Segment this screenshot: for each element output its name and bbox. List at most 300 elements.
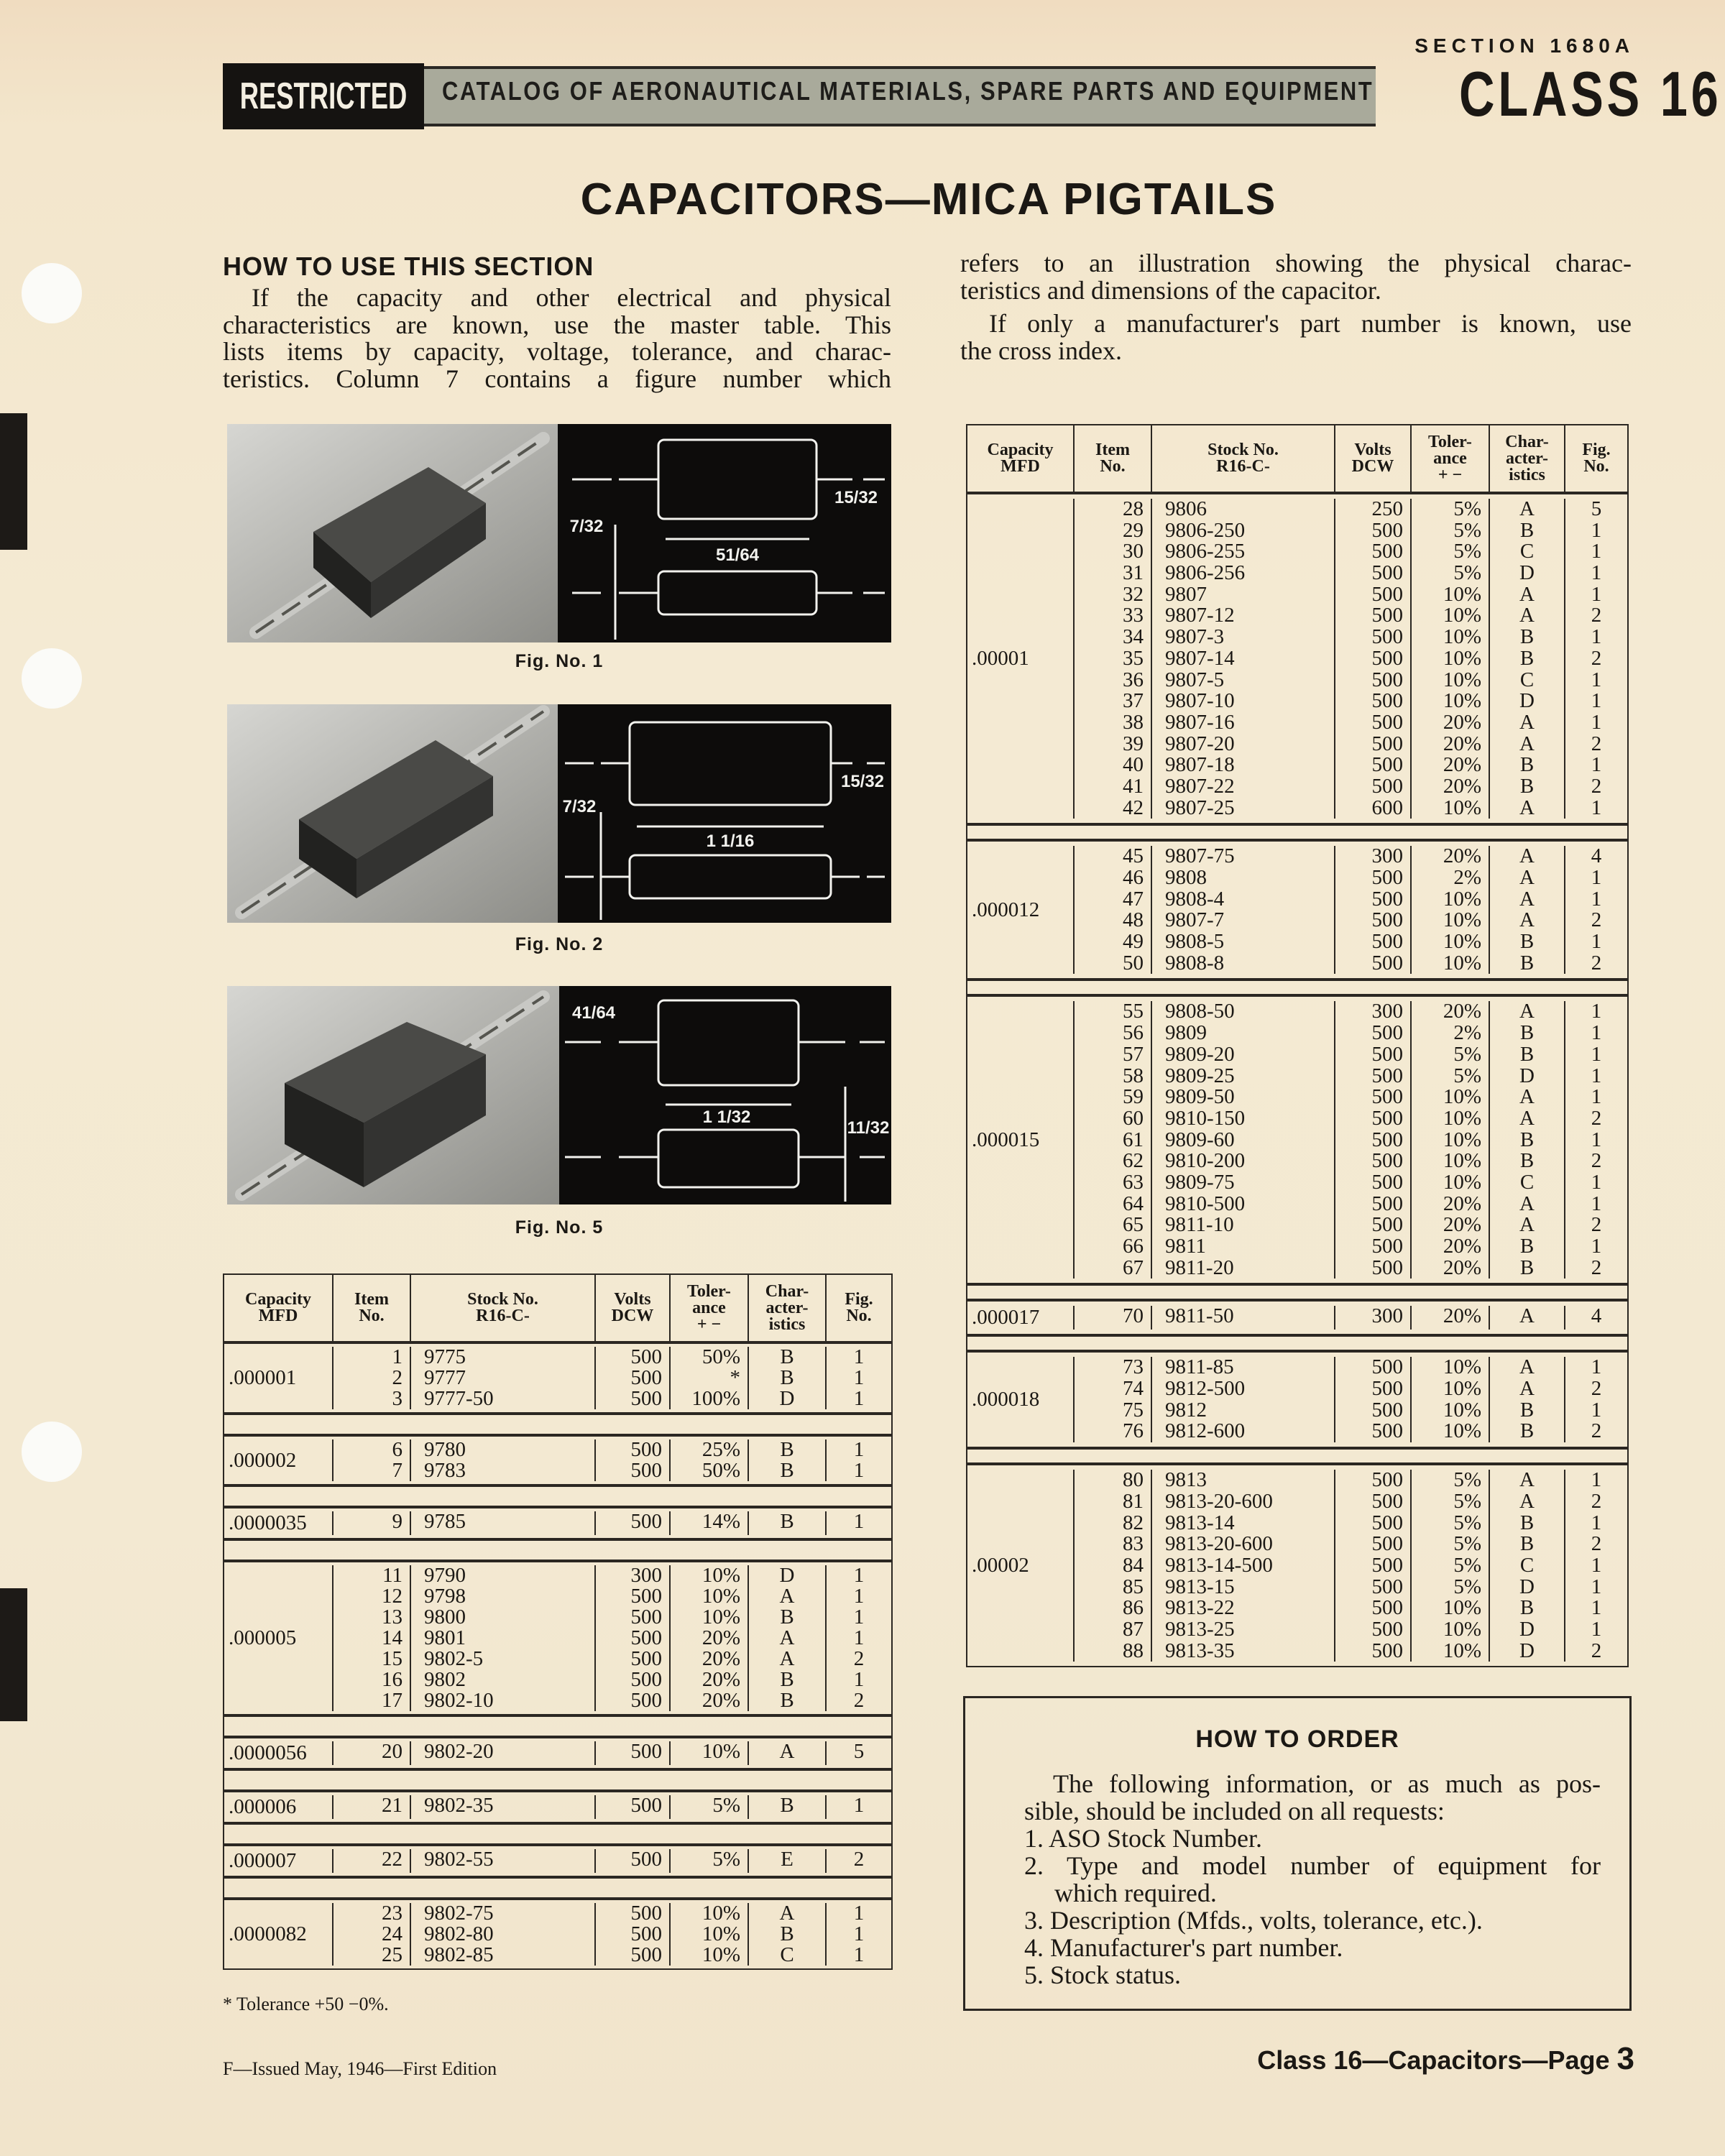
table-cell: 20% bbox=[1443, 1000, 1481, 1023]
table-column bbox=[748, 1741, 825, 1765]
column-header-line: Capacity bbox=[987, 441, 1054, 459]
column-header-line: Volts bbox=[1354, 441, 1392, 459]
table-column bbox=[332, 1849, 410, 1873]
capacity-value: .000005 bbox=[229, 1626, 297, 1649]
table-cell: B bbox=[1519, 1419, 1535, 1443]
figure-caption: Fig. No. 1 bbox=[515, 651, 604, 671]
table-column bbox=[594, 1511, 669, 1535]
table-cell: 35 bbox=[1123, 646, 1144, 670]
table-cell: 500 bbox=[1371, 1575, 1403, 1598]
table-cell: 36 bbox=[1123, 668, 1144, 691]
table-cell: 500 bbox=[630, 1943, 662, 1966]
table-column bbox=[825, 1439, 891, 1481]
table-cell: 500 bbox=[1371, 1085, 1403, 1109]
figure-2 bbox=[227, 704, 891, 923]
page-title: CAPACITORS—MICA PIGTAILS bbox=[580, 175, 1277, 224]
column-header bbox=[669, 1275, 748, 1341]
table-column bbox=[1151, 1470, 1334, 1662]
table-cell: 1 bbox=[1591, 1042, 1602, 1066]
table-cell: A bbox=[1519, 732, 1535, 755]
column-header-label bbox=[1428, 434, 1472, 484]
table-cell: 20% bbox=[1443, 753, 1481, 777]
table-cell: D bbox=[1519, 1064, 1535, 1087]
table-cell: 9812-500 bbox=[1165, 1377, 1246, 1401]
table-cell: 9807-10 bbox=[1165, 689, 1235, 713]
table-cell: 9806-255 bbox=[1165, 540, 1246, 563]
table-cell: 1 bbox=[1591, 1468, 1602, 1492]
table-cell: 1 bbox=[853, 1943, 865, 1966]
capacity-group bbox=[224, 1843, 891, 1879]
table-cell: 500 bbox=[1371, 866, 1403, 889]
list-item: 1. ASO Stock Number. bbox=[1024, 1824, 1263, 1853]
table-cell: 20% bbox=[1443, 710, 1481, 734]
table-cell: 63 bbox=[1123, 1170, 1144, 1194]
column-header-line: No. bbox=[846, 1307, 872, 1325]
table-cell: 1 bbox=[1591, 1128, 1602, 1151]
table-cell: 10% bbox=[1443, 1149, 1481, 1173]
dimension-drawing bbox=[558, 424, 891, 642]
table-cell: 1 bbox=[1591, 1355, 1602, 1379]
table-column bbox=[748, 1565, 825, 1711]
table-header bbox=[224, 1275, 891, 1344]
table-cell: 500 bbox=[1371, 1553, 1403, 1577]
table-cell: 1 bbox=[1591, 1235, 1602, 1258]
table-cell: 2 bbox=[853, 1689, 865, 1712]
table-cell: 10% bbox=[702, 1564, 740, 1587]
table-column bbox=[1410, 1470, 1489, 1662]
table-cell: 1 bbox=[1591, 710, 1602, 734]
table-cell: 500 bbox=[1371, 625, 1403, 649]
capacity-value: .000012 bbox=[972, 898, 1040, 921]
table-column bbox=[332, 1741, 410, 1765]
table-cell: 500 bbox=[630, 1438, 662, 1461]
table-cell: D bbox=[1519, 1575, 1535, 1598]
table-cell: 1 bbox=[1591, 1553, 1602, 1577]
table-cell: 500 bbox=[1371, 1064, 1403, 1087]
table-column bbox=[1073, 1306, 1151, 1330]
table-cell: 9813-25 bbox=[1165, 1617, 1235, 1641]
table-cell: 70 bbox=[1123, 1304, 1144, 1328]
table-column bbox=[825, 1795, 891, 1819]
table-cell: 9807-75 bbox=[1165, 844, 1235, 868]
table-cell: 58 bbox=[1123, 1064, 1144, 1087]
table-column bbox=[332, 1511, 410, 1535]
table-cell: 1 bbox=[853, 1794, 865, 1817]
table-cell: 5% bbox=[1453, 497, 1481, 520]
table-column bbox=[825, 1903, 891, 1966]
table-cell: 10% bbox=[1443, 887, 1481, 911]
table-cell: 1 bbox=[1591, 1596, 1602, 1620]
table-cell: 250 bbox=[1371, 497, 1403, 520]
table-cell: 1 bbox=[1591, 1398, 1602, 1422]
table-column bbox=[825, 1565, 891, 1711]
table-cell: 9777-50 bbox=[424, 1387, 494, 1410]
table-cell: C bbox=[1519, 668, 1535, 691]
table-cell: B bbox=[780, 1510, 794, 1533]
table-cell: B bbox=[1519, 1256, 1535, 1279]
table-cell: 1 bbox=[853, 1438, 865, 1461]
table-cell: 10% bbox=[1443, 625, 1481, 649]
column-header-label bbox=[354, 1291, 389, 1325]
table-cell: 500 bbox=[630, 1626, 662, 1649]
table-cell: 2 bbox=[853, 1647, 865, 1670]
table-cell: 500 bbox=[630, 1740, 662, 1763]
table-cell: 9807-3 bbox=[1165, 625, 1225, 649]
catalog-title: CATALOG OF AERONAUTICAL MATERIALS, SPARE PARTS AND EQUIPMENT bbox=[442, 76, 1374, 106]
table-column bbox=[1489, 1306, 1564, 1330]
column-header-label bbox=[1208, 442, 1279, 475]
table-cell: 1 bbox=[853, 1902, 865, 1925]
page-number: 3 bbox=[1616, 2041, 1634, 2076]
table-cell: 37 bbox=[1123, 689, 1144, 713]
table-cell: 1 bbox=[1591, 796, 1602, 819]
table-cell: 9809 bbox=[1165, 1021, 1207, 1045]
table-cell: 38 bbox=[1123, 710, 1144, 734]
table-cell: 5% bbox=[1453, 518, 1481, 542]
table-cell: 49 bbox=[1123, 930, 1144, 954]
class-number: CLASS 16 bbox=[1458, 58, 1722, 129]
table-cell: 500 bbox=[1371, 1468, 1403, 1492]
capacity-value: .000017 bbox=[972, 1306, 1040, 1330]
table-cell: D bbox=[1519, 561, 1535, 585]
section-number: SECTION 1680A bbox=[1414, 34, 1634, 57]
table-cell: 20% bbox=[1443, 732, 1481, 755]
column-header-line: DCW bbox=[611, 1307, 654, 1325]
table-cell: 9802-55 bbox=[424, 1848, 494, 1871]
table-cell: 1 bbox=[1591, 1192, 1602, 1215]
capacity-group bbox=[224, 1897, 891, 1968]
table-column bbox=[1334, 1470, 1410, 1662]
table-cell: 1 bbox=[853, 1387, 865, 1410]
how-to-order-text bbox=[1024, 1770, 1601, 1989]
table-cell: 1 bbox=[853, 1366, 865, 1389]
table-cell: 500 bbox=[630, 1794, 662, 1817]
column-header-label bbox=[1582, 442, 1610, 475]
column-header-line: Volts bbox=[614, 1290, 651, 1309]
table-cell: 20% bbox=[702, 1668, 740, 1691]
table-column bbox=[332, 1795, 410, 1819]
table-cell: 9810-500 bbox=[1165, 1192, 1246, 1215]
capacity-group bbox=[967, 1462, 1627, 1666]
text-line: teristics and dimensions of the capacitor. bbox=[960, 275, 1381, 305]
column-header-line: acter- bbox=[765, 1298, 809, 1317]
master-table-right bbox=[966, 424, 1629, 1667]
table-cell: 500 bbox=[1371, 1355, 1403, 1379]
table-cell: A bbox=[779, 1585, 795, 1608]
table-cell: 500 bbox=[1371, 1377, 1403, 1401]
table-cell: 20% bbox=[1443, 1235, 1481, 1258]
table-cell: 4 bbox=[1591, 1304, 1602, 1328]
table-cell: 10% bbox=[1443, 689, 1481, 713]
table-cell: 76 bbox=[1123, 1419, 1144, 1443]
table-cell: 2 bbox=[1591, 1639, 1602, 1662]
table-cell: 9802-5 bbox=[424, 1647, 484, 1670]
table-cell: 1 bbox=[1591, 668, 1602, 691]
table-column bbox=[1564, 1001, 1627, 1279]
table-cell: 500 bbox=[1371, 1532, 1403, 1556]
text-line: If only a manufacturer's part number is known, use bbox=[989, 309, 1632, 338]
table-column bbox=[1564, 499, 1627, 819]
table-cell: 65 bbox=[1123, 1213, 1144, 1237]
text-line: teristics. Column 7 contains a figure number which bbox=[223, 364, 891, 393]
table-cell: 5% bbox=[1453, 1511, 1481, 1534]
column-header-line: R16-C- bbox=[476, 1307, 530, 1325]
table-cell: 2 bbox=[1591, 1106, 1602, 1130]
column-header bbox=[332, 1275, 410, 1341]
table-cell: 1 bbox=[853, 1510, 865, 1533]
table-cell: 500 bbox=[630, 1848, 662, 1871]
table-cell: 10% bbox=[702, 1740, 740, 1763]
table-cell: 500 bbox=[630, 1459, 662, 1482]
table-column bbox=[748, 1511, 825, 1535]
column-header-line: istics bbox=[1509, 465, 1545, 484]
table-cell: A bbox=[1519, 1377, 1535, 1401]
table-column bbox=[410, 1511, 594, 1535]
table-cell: 1 bbox=[1591, 1575, 1602, 1598]
table-cell: 87 bbox=[1123, 1617, 1144, 1641]
punch-hole bbox=[22, 648, 82, 709]
table-column bbox=[748, 1795, 825, 1819]
capacity-group bbox=[224, 1344, 891, 1415]
table-cell: B bbox=[1519, 1596, 1535, 1620]
table-cell: 500 bbox=[630, 1647, 662, 1670]
table-cell: 22 bbox=[382, 1848, 402, 1871]
column-header-line: Fig. bbox=[845, 1290, 873, 1309]
table-cell: 14% bbox=[702, 1510, 740, 1533]
table-cell: 9807-16 bbox=[1165, 710, 1235, 734]
table-column bbox=[669, 1795, 748, 1819]
table-cell: B bbox=[1519, 1042, 1535, 1066]
table-cell: 2 bbox=[392, 1366, 402, 1389]
table-cell: D bbox=[1519, 1639, 1535, 1662]
table-cell: 10% bbox=[1443, 951, 1481, 975]
table-column bbox=[594, 1903, 669, 1966]
column-header bbox=[1151, 425, 1334, 492]
table-column bbox=[1410, 846, 1489, 974]
dimension-label: 7/32 bbox=[562, 797, 597, 816]
table-column bbox=[1410, 1306, 1489, 1330]
table-cell: 2 bbox=[1591, 604, 1602, 627]
table-cell: 81 bbox=[1123, 1489, 1144, 1513]
column-header-label bbox=[245, 1291, 311, 1325]
column-header-label bbox=[988, 442, 1054, 475]
table-cell: 500 bbox=[1371, 582, 1403, 606]
table-column bbox=[669, 1347, 748, 1409]
column-header-line: Capacity bbox=[245, 1290, 311, 1309]
table-column bbox=[410, 1741, 594, 1765]
table-cell: 2 bbox=[1591, 908, 1602, 932]
table-cell: 300 bbox=[630, 1564, 662, 1587]
column-header-label bbox=[687, 1281, 731, 1334]
table-cell: 20% bbox=[1443, 774, 1481, 798]
table-cell: 1 bbox=[1591, 1085, 1602, 1109]
table-cell: A bbox=[1519, 497, 1535, 520]
table-cell: 9811 bbox=[1165, 1235, 1206, 1258]
table-cell: 5% bbox=[1453, 1468, 1481, 1492]
table-cell: 83 bbox=[1123, 1532, 1144, 1556]
table-column bbox=[1073, 1001, 1151, 1279]
table-cell: 2 bbox=[1591, 1532, 1602, 1556]
figure-caption: Fig. No. 5 bbox=[515, 1217, 604, 1238]
column-header-line: istics bbox=[768, 1314, 806, 1334]
table-cell: 9809-25 bbox=[1165, 1064, 1235, 1087]
table-cell: 10% bbox=[1443, 1106, 1481, 1130]
table-cell: 9811-50 bbox=[1165, 1304, 1234, 1328]
table-cell: 20% bbox=[702, 1626, 740, 1649]
table-column bbox=[1410, 1357, 1489, 1442]
table-cell: 9780 bbox=[424, 1438, 466, 1461]
dimension-label: 15/32 bbox=[840, 772, 885, 791]
table-cell: 9808-8 bbox=[1165, 951, 1225, 975]
table-cell: 6 bbox=[392, 1438, 402, 1461]
table-column bbox=[825, 1741, 891, 1765]
column-header bbox=[1564, 425, 1627, 492]
capacity-value: .000007 bbox=[229, 1849, 297, 1872]
table-cell: 500 bbox=[630, 1585, 662, 1608]
capacity-group bbox=[967, 1299, 1627, 1337]
table-column bbox=[748, 1347, 825, 1409]
table-cell: 500 bbox=[630, 1668, 662, 1691]
table-cell: 84 bbox=[1123, 1553, 1144, 1577]
table-cell: 1 bbox=[1591, 930, 1602, 954]
table-cell: 50 bbox=[1123, 951, 1144, 975]
table-cell: 1 bbox=[1591, 689, 1602, 713]
column-header-line: MFD bbox=[1000, 457, 1040, 476]
column-header-line: Toler- bbox=[1428, 432, 1472, 451]
table-cell: 9 bbox=[392, 1510, 402, 1533]
table-cell: 9775 bbox=[424, 1345, 466, 1368]
table-cell: 31 bbox=[1123, 561, 1144, 585]
table-cell: 1 bbox=[1591, 582, 1602, 606]
table-cell: 9812 bbox=[1165, 1398, 1207, 1422]
capacity-group bbox=[967, 494, 1627, 826]
table-cell: 500 bbox=[1371, 774, 1403, 798]
table-cell: B bbox=[780, 1689, 794, 1712]
table-cell: 20% bbox=[1443, 1213, 1481, 1237]
column-header bbox=[825, 1275, 891, 1341]
column-header-line: DCW bbox=[1351, 457, 1394, 476]
page-label: Class 16—Capacitors—Page bbox=[1257, 2045, 1610, 2075]
table-cell: 1 bbox=[1591, 887, 1602, 911]
table-cell: A bbox=[779, 1740, 795, 1763]
table-cell: 24 bbox=[382, 1922, 402, 1945]
table-cell: 9806-256 bbox=[1165, 561, 1246, 585]
capacity-group bbox=[224, 1789, 891, 1825]
table-column bbox=[594, 1795, 669, 1819]
table-cell: 500 bbox=[1371, 1213, 1403, 1237]
table-cell: 10% bbox=[1443, 1617, 1481, 1641]
table-cell: 500 bbox=[1371, 1596, 1403, 1620]
table-cell: 1 bbox=[853, 1668, 865, 1691]
table-cell: B bbox=[780, 1345, 794, 1368]
column-header-line: No. bbox=[359, 1307, 385, 1325]
table-cell: 9802-75 bbox=[424, 1902, 494, 1925]
table-cell: B bbox=[1519, 1235, 1535, 1258]
column-header-line: No. bbox=[1583, 457, 1609, 476]
table-cell: 9810-150 bbox=[1165, 1106, 1246, 1130]
table-cell: 500 bbox=[1371, 1256, 1403, 1279]
table-cell: A bbox=[1519, 908, 1535, 932]
table-cell: 9810-200 bbox=[1165, 1149, 1246, 1173]
table-cell: 74 bbox=[1123, 1377, 1144, 1401]
table-cell: 2% bbox=[1453, 1021, 1481, 1045]
table-column bbox=[594, 1565, 669, 1711]
table-cell: 4 bbox=[1591, 844, 1602, 868]
table-cell: A bbox=[1519, 604, 1535, 627]
table-cell: B bbox=[780, 1366, 794, 1389]
table-cell: 9807-18 bbox=[1165, 753, 1235, 777]
how-to-use-heading: HOW TO USE THIS SECTION bbox=[223, 252, 594, 281]
table-cell: 9777 bbox=[424, 1366, 466, 1389]
table-column bbox=[1151, 1357, 1334, 1442]
table-cell: 500 bbox=[1371, 887, 1403, 911]
table-cell: 500 bbox=[1371, 561, 1403, 585]
table-column bbox=[825, 1511, 891, 1535]
column-header-label bbox=[845, 1291, 873, 1325]
table-cell: 9809-75 bbox=[1165, 1170, 1235, 1194]
table-cell: 9802-10 bbox=[424, 1689, 494, 1712]
table-cell: 40 bbox=[1123, 753, 1144, 777]
how-to-order-heading: HOW TO ORDER bbox=[1195, 1726, 1399, 1753]
column-header-line: Char- bbox=[1505, 432, 1549, 451]
table-cell: A bbox=[1519, 1489, 1535, 1513]
table-cell: 62 bbox=[1123, 1149, 1144, 1173]
table-cell: 10% bbox=[702, 1585, 740, 1608]
column-header-line: acter- bbox=[1505, 448, 1549, 468]
table-cell: 48 bbox=[1123, 908, 1144, 932]
list-item: which required. bbox=[1054, 1879, 1217, 1907]
column-header-line: MFD bbox=[258, 1307, 298, 1325]
table-cell: 5% bbox=[1453, 540, 1481, 563]
how-to-use-right-text bbox=[960, 250, 1632, 364]
table-cell: 10% bbox=[1443, 646, 1481, 670]
table-column bbox=[1410, 499, 1489, 819]
table-cell: 86 bbox=[1123, 1596, 1144, 1620]
column-header-label bbox=[765, 1281, 809, 1334]
table-cell: A bbox=[779, 1626, 795, 1649]
table-cell: 10% bbox=[1443, 604, 1481, 627]
table-cell: 1 bbox=[1591, 1000, 1602, 1023]
table-cell: A bbox=[1519, 866, 1535, 889]
capacity-group bbox=[967, 1350, 1627, 1450]
table-cell: 300 bbox=[1371, 1304, 1403, 1328]
table-cell: 73 bbox=[1123, 1355, 1144, 1379]
table-cell: 9809-60 bbox=[1165, 1128, 1235, 1151]
table-cell: A bbox=[1519, 582, 1535, 606]
table-column bbox=[1151, 1001, 1334, 1279]
table-column bbox=[669, 1511, 748, 1535]
table-cell: D bbox=[1519, 689, 1535, 713]
column-header-label bbox=[1095, 442, 1130, 475]
table-cell: 11 bbox=[382, 1564, 402, 1587]
table-cell: 2% bbox=[1453, 866, 1481, 889]
table-cell: 1 bbox=[1591, 561, 1602, 585]
table-cell: 300 bbox=[1371, 844, 1403, 868]
table-cell: 1 bbox=[1591, 518, 1602, 542]
table-cell: 500 bbox=[1371, 540, 1403, 563]
column-header-label bbox=[467, 1291, 538, 1325]
table-cell: 600 bbox=[1371, 796, 1403, 819]
table-cell: A bbox=[1519, 1106, 1535, 1130]
text-line: the cross index. bbox=[960, 336, 1122, 365]
table-column bbox=[1151, 1306, 1334, 1330]
table-cell: 500 bbox=[630, 1510, 662, 1533]
table-cell: 13 bbox=[382, 1606, 402, 1628]
table-cell: B bbox=[1519, 753, 1535, 777]
table-cell: 500 bbox=[1371, 689, 1403, 713]
capacity-value: .000015 bbox=[972, 1128, 1040, 1151]
capacity-value: .000006 bbox=[229, 1795, 297, 1818]
